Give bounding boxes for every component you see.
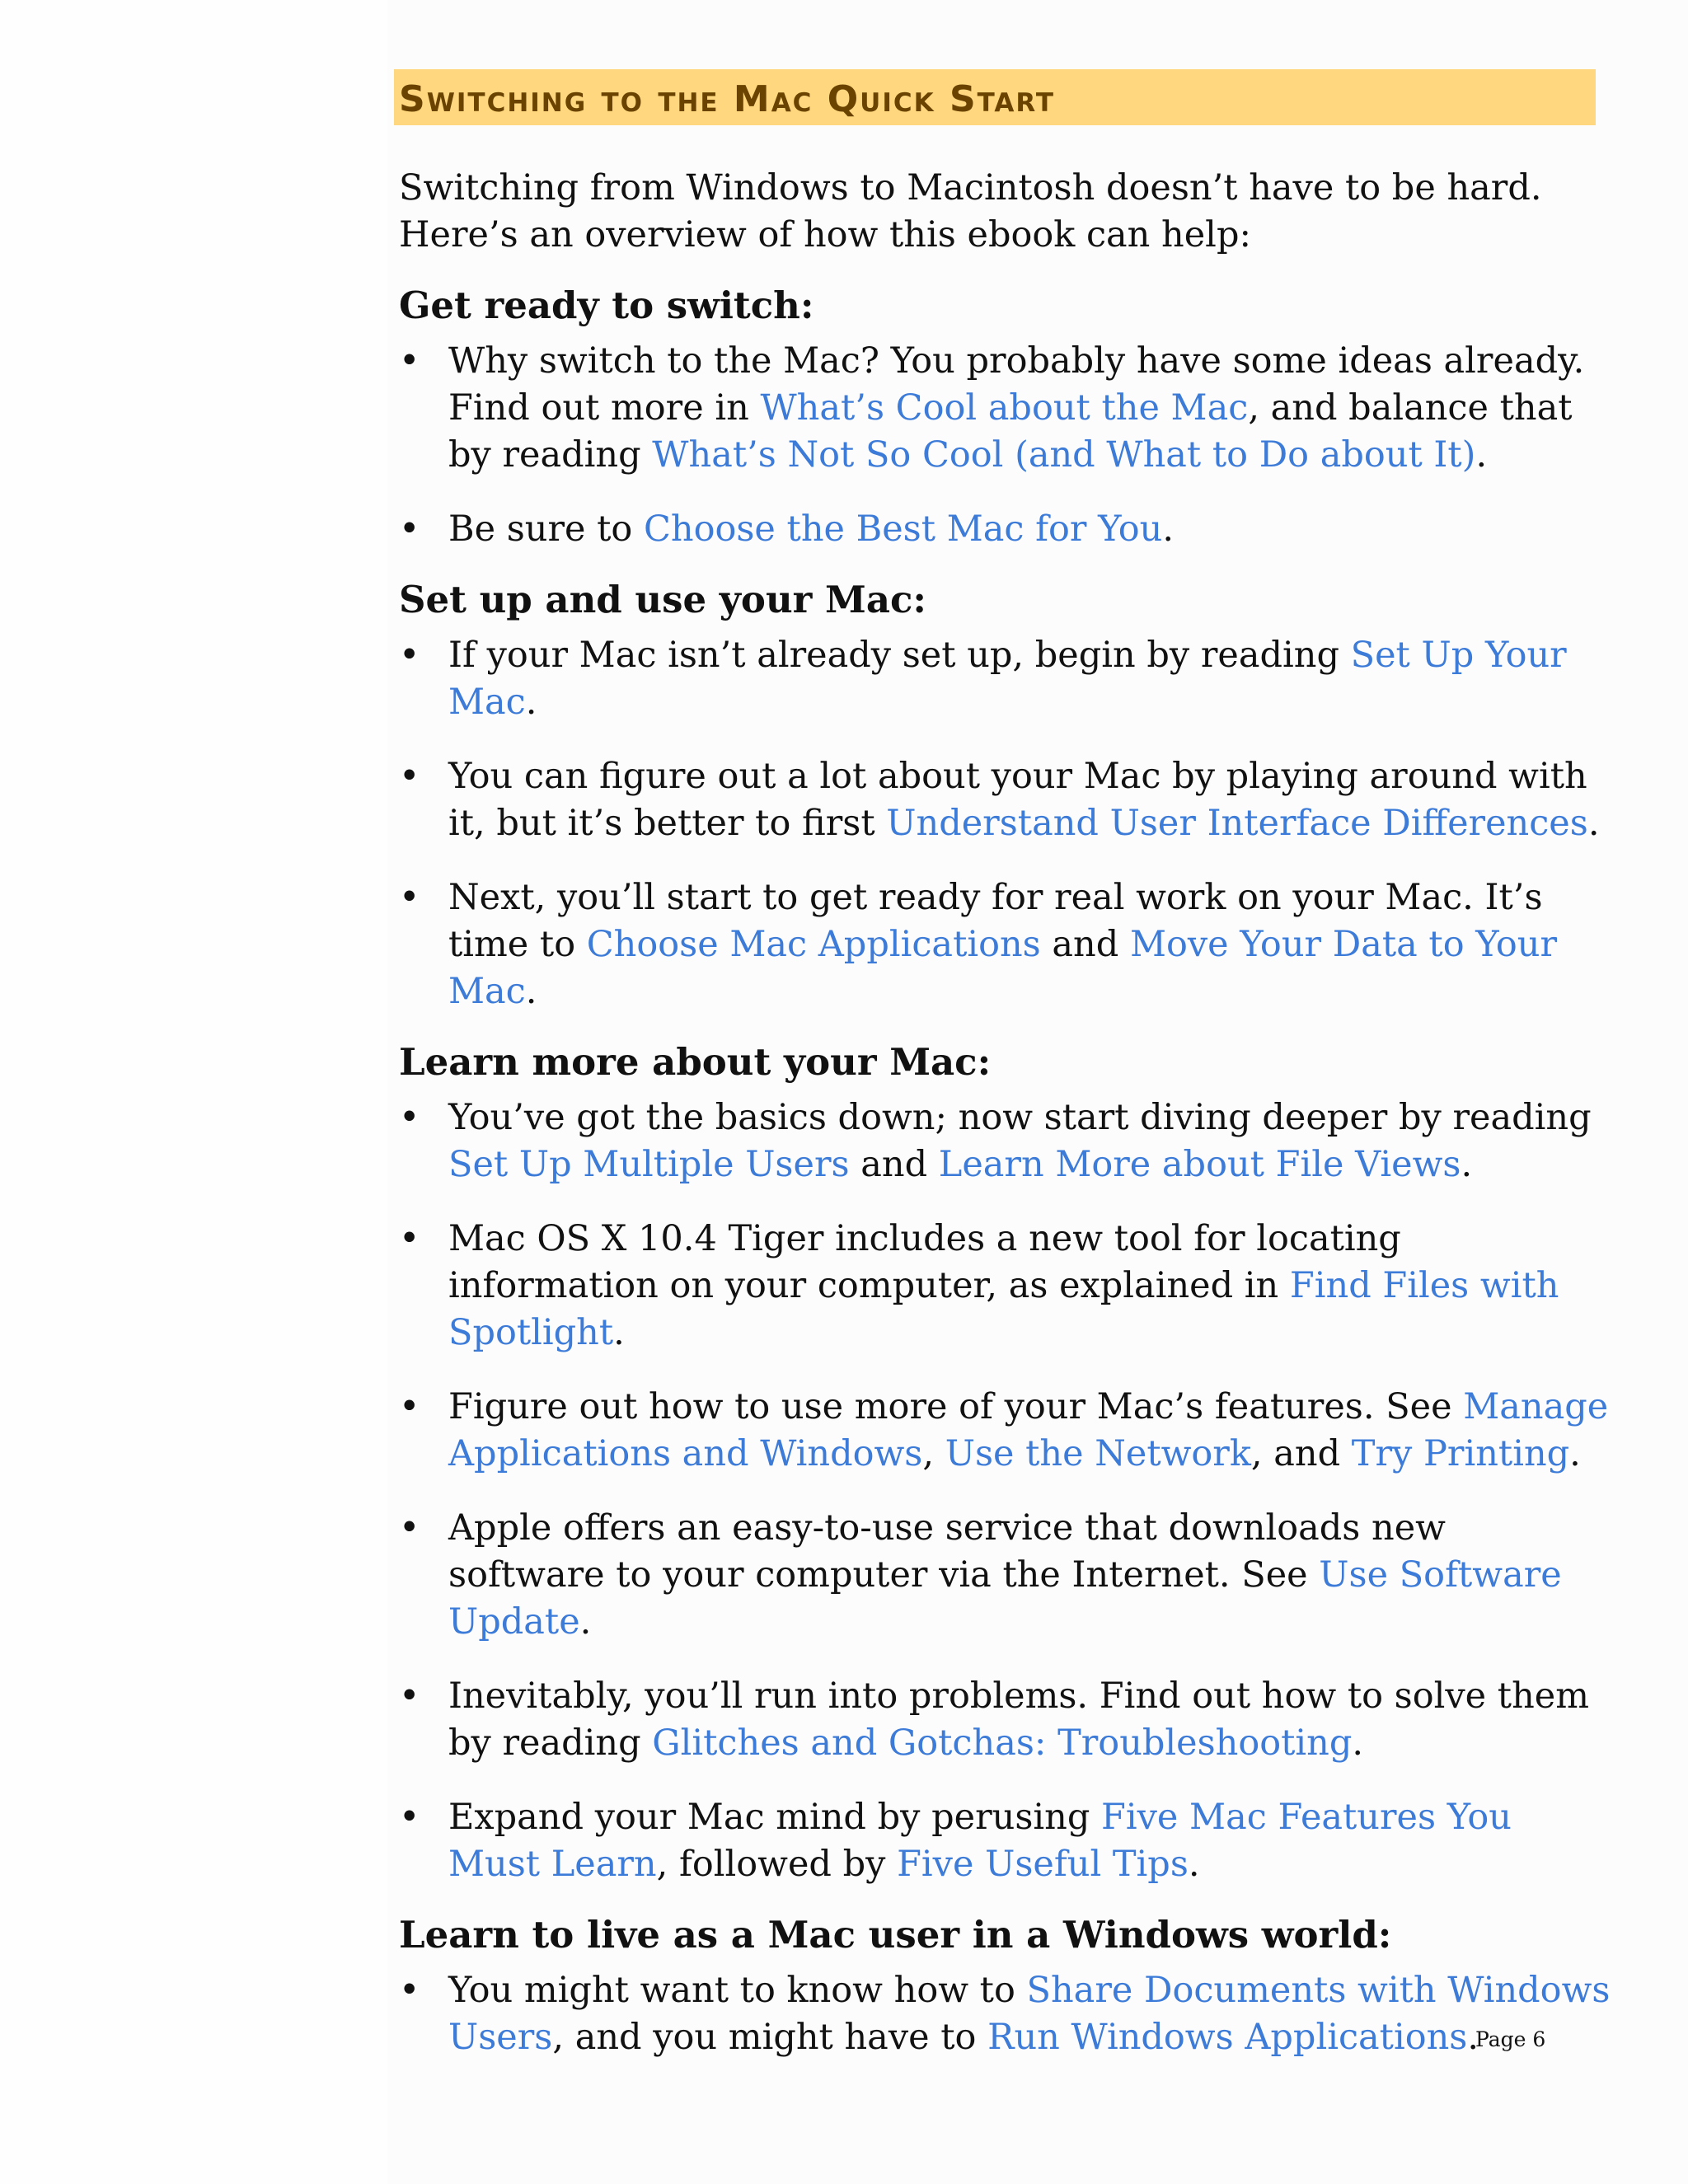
cross-reference-link[interactable]: Set Up Multiple Users xyxy=(448,1144,850,1185)
cross-reference-link[interactable]: Learn More about File Views xyxy=(938,1144,1461,1185)
cross-reference-link[interactable]: Understand User Interface Differences xyxy=(886,803,1588,844)
cross-reference-link[interactable]: Find Files with Spotlight xyxy=(448,1265,1559,1353)
body-text: Figure out how to use more of your Mac’s features. See xyxy=(448,1386,1464,1427)
body-text: Why switch to the Mac? You probably have some ideas already. Find out more in xyxy=(448,340,1585,429)
body-text: Apple offers an easy-to-use service that downloads new software to your computer via the Internet. See xyxy=(448,1507,1446,1596)
body-text: Inevitably, you’ll run into problems. Find out how to solve them by reading xyxy=(448,1675,1589,1764)
cross-reference-link[interactable]: Share Documents with Windows Users xyxy=(448,1970,1611,2058)
cross-reference-link[interactable]: Move Your Data to Your Mac xyxy=(448,924,1558,1012)
body-text: . xyxy=(525,682,537,723)
body-text: . xyxy=(1467,2017,1479,2058)
cross-reference-link[interactable]: Use Software Update xyxy=(448,1554,1562,1643)
list-item xyxy=(399,506,1611,553)
page-number: Page 6 xyxy=(1475,2027,1546,2051)
list-item xyxy=(399,1216,1611,1357)
bullet-icon: • xyxy=(399,635,420,676)
list-item xyxy=(399,338,1611,479)
sections-container xyxy=(399,282,1611,2061)
cross-reference-link[interactable]: Five Mac Features You Must Learn xyxy=(448,1797,1512,1885)
cross-reference-link[interactable]: Glitches and Gotchas: Troubleshooting xyxy=(652,1722,1353,1764)
body-text: , xyxy=(922,1433,945,1474)
body-text: . xyxy=(1188,1844,1200,1885)
bullet-list xyxy=(399,1094,1611,1888)
bullet-list xyxy=(399,338,1611,553)
cross-reference-link[interactable]: Five Useful Tips xyxy=(897,1844,1189,1885)
body-text: , and balance that by reading xyxy=(448,387,1573,476)
body-text: You can figure out a lot about your Mac by playing around with it, but it’s better to first xyxy=(448,756,1587,844)
cross-reference-link[interactable]: Try Printing xyxy=(1351,1433,1570,1474)
bullet-icon: • xyxy=(399,340,420,382)
body-text: Next, you’ll start to get ready for real work on your Mac. It’s time to xyxy=(448,877,1543,965)
cross-reference-link[interactable]: What’s Not So Cool (and What to Do about It) xyxy=(652,434,1476,476)
bullet-icon: • xyxy=(399,1507,420,1549)
section-heading: Get ready to switch: xyxy=(399,284,814,327)
list-item xyxy=(399,1505,1611,1646)
bullet-icon: • xyxy=(399,1386,420,1427)
body-text: Be sure to xyxy=(448,509,644,550)
cross-reference-link[interactable]: Set Up Your Mac xyxy=(448,635,1567,723)
body-text: . xyxy=(579,1601,592,1643)
bullet-icon: • xyxy=(399,756,420,797)
cross-reference-link[interactable]: Use the Network xyxy=(945,1433,1251,1474)
body-text: , and you might have to xyxy=(552,2017,988,2058)
bullet-icon: • xyxy=(399,1797,420,1838)
bullet-list xyxy=(399,1967,1611,2061)
section-heading: Learn to live as a Mac user in a Windows world: xyxy=(399,1913,1392,1957)
main-content xyxy=(399,165,1611,2084)
body-text: . xyxy=(1162,509,1175,550)
body-text: . xyxy=(1475,434,1488,476)
cross-reference-link[interactable]: What’s Cool about the Mac xyxy=(760,387,1249,429)
body-text: , and xyxy=(1250,1433,1352,1474)
cross-reference-link[interactable]: Run Windows Applications xyxy=(987,2017,1468,2058)
bullet-icon: • xyxy=(399,1970,420,2011)
list-item xyxy=(399,1673,1611,1767)
body-text: You’ve got the basics down; now start diving deeper by reading xyxy=(448,1097,1592,1138)
body-text: Mac OS X 10.4 Tiger includes a new tool for locating information on your computer, as explained in xyxy=(448,1218,1401,1306)
body-text: . xyxy=(1352,1722,1364,1764)
body-text: and xyxy=(1040,924,1130,965)
cross-reference-link[interactable]: Choose the Best Mac for You xyxy=(643,509,1163,550)
page-title: Switching to the Mac Quick Start xyxy=(399,77,1055,120)
bullet-icon: • xyxy=(399,877,420,918)
list-item xyxy=(399,632,1611,726)
body-text: and xyxy=(849,1144,939,1185)
list-item xyxy=(399,1384,1611,1478)
body-text: . xyxy=(1461,1144,1473,1185)
body-text: You might want to know how to xyxy=(448,1970,1027,2011)
cross-reference-link[interactable]: Choose Mac Applications xyxy=(586,924,1041,965)
intro-paragraph: Switching from Windows to Macintosh doesn’t have to be hard. Here’s an overview of how this ebook can help: xyxy=(399,167,1542,255)
bullet-list xyxy=(399,632,1611,1015)
section-heading: Set up and use your Mac: xyxy=(399,578,927,621)
title-banner xyxy=(394,69,1596,125)
bullet-icon: • xyxy=(399,1218,420,1259)
body-text: . xyxy=(525,971,537,1012)
cross-reference-link[interactable]: Manage Applications and Windows xyxy=(448,1386,1609,1474)
list-item xyxy=(399,874,1611,1015)
body-text: . xyxy=(1587,803,1600,844)
bullet-icon: • xyxy=(399,1097,420,1138)
bullet-icon: • xyxy=(399,1675,420,1717)
body-text: , followed by xyxy=(656,1844,898,1885)
body-text: Expand your Mac mind by perusing xyxy=(448,1797,1102,1838)
list-item xyxy=(399,753,1611,847)
body-text: . xyxy=(613,1312,625,1353)
list-item xyxy=(399,1794,1611,1888)
bullet-icon: • xyxy=(399,509,420,550)
body-text: . xyxy=(1569,1433,1581,1474)
list-item xyxy=(399,1967,1611,2061)
body-text: If your Mac isn’t already set up, begin by reading xyxy=(448,635,1351,676)
section-heading: Learn more about your Mac: xyxy=(399,1040,992,1084)
list-item xyxy=(399,1094,1611,1188)
